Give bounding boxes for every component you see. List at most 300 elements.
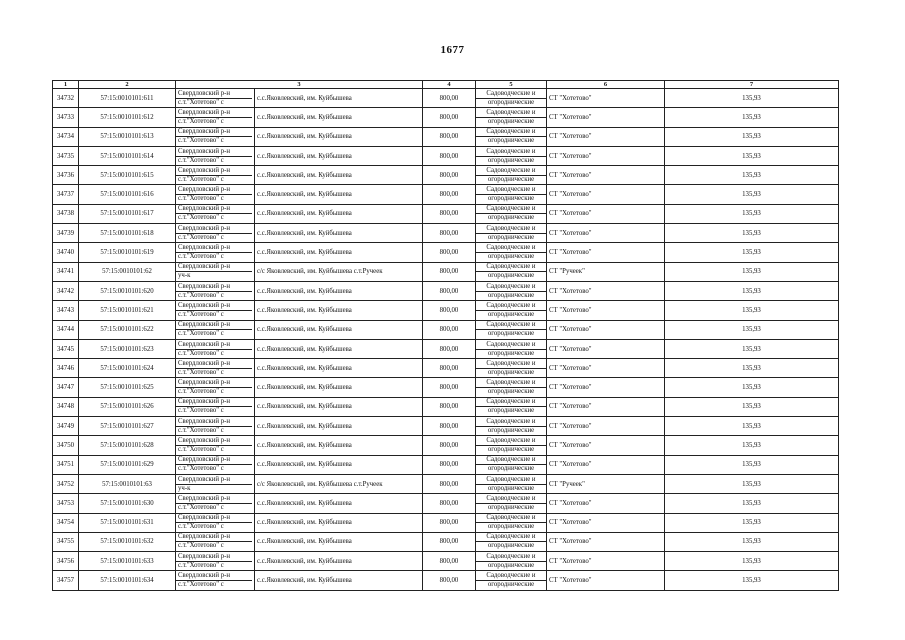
land-use-line-1: Садоводческие и [486,572,536,580]
table-row [53,146,839,165]
unit-price: 135,93 [665,320,839,339]
settlement-name: с.т."Хотетово" с [176,233,252,242]
district-cell [176,320,255,339]
plot-area: 800,00 [423,513,476,532]
district-cell [176,513,255,532]
table-row [53,89,839,108]
land-use-line-2: огороднические [476,561,546,570]
land-use-cell [476,166,547,185]
address: с.с.Яковлевский, им. Куйбышева [255,339,423,358]
land-use-line-2: огороднические [476,426,546,435]
district-name: Свердловский р-н [178,398,231,406]
row-number: 34757 [53,571,79,590]
cadastral-number: 57:15:0010101:628 [79,436,176,455]
district-cell [176,301,255,320]
land-use-line-1: Садоводческие и [486,244,536,252]
organization: СТ "Хотетово" [547,436,665,455]
row-number: 34748 [53,397,79,416]
land-use-cell [476,108,547,127]
land-use-line-1: Садоводческие и [486,321,536,329]
row-number: 34745 [53,339,79,358]
address: с.с.Яковлевский, им. Куйбышева [255,224,423,243]
row-number: 34741 [53,262,79,281]
plot-area: 800,00 [423,301,476,320]
unit-price: 135,93 [665,494,839,513]
address: с.с.Яковлевский, им. Куйбышева [255,281,423,300]
settlement-name: уч-к [176,271,252,280]
district-name: Свердловский р-н [178,533,231,541]
address: с.с.Яковлевский, им. Куйбышева [255,378,423,397]
address: с/с Яковлевский, им. Куйбышева с.т.Ручеек [255,474,423,493]
row-number: 34750 [53,436,79,455]
address: с.с.Яковлевский, им. Куйбышева [255,243,423,262]
unit-price: 135,93 [665,166,839,185]
plot-area: 800,00 [423,339,476,358]
district-name: Свердловский р-н [178,436,231,444]
district-cell [176,552,255,571]
land-use-cell [476,281,547,300]
land-use-line-2: огороднические [476,271,546,280]
unit-price: 135,93 [665,301,839,320]
col-header-3: 3 [176,81,423,89]
unit-price: 135,93 [665,262,839,281]
col-header-2: 2 [79,81,176,89]
land-use-line-1: Садоводческие и [486,128,536,136]
land-use-cell [476,359,547,378]
table-row [53,262,839,281]
table-row [53,127,839,146]
district-cell [176,397,255,416]
land-use-line-2: огороднические [476,310,546,319]
unit-price: 135,93 [665,146,839,165]
unit-price: 135,93 [665,204,839,223]
land-use-line-2: огороднические [476,194,546,203]
land-use-cell [476,417,547,436]
district-name: Свердловский р-н [178,224,231,232]
land-use-line-2: огороднические [476,233,546,242]
organization: СТ "Хотетово" [547,185,665,204]
land-use-line-1: Садоводческие и [486,205,536,213]
table-row [53,552,839,571]
settlement-name: с.т."Хотетово" с [176,368,252,377]
cadastral-number: 57:15:0010101:617 [79,204,176,223]
cadastral-number: 57:15:0010101:618 [79,224,176,243]
land-use-line-1: Садоводческие и [486,89,536,97]
row-number: 34740 [53,243,79,262]
unit-price: 135,93 [665,339,839,358]
land-use-line-1: Садоводческие и [486,282,536,290]
land-use-line-1: Садоводческие и [486,263,536,271]
table-row [53,108,839,127]
district-cell [176,339,255,358]
settlement-name: с.т."Хотетово" с [176,329,252,338]
organization: СТ "Хотетово" [547,281,665,300]
settlement-name: с.т."Хотетово" с [176,136,252,145]
district-cell [176,185,255,204]
unit-price: 135,93 [665,436,839,455]
land-use-line-2: огороднические [476,484,546,493]
plot-area: 800,00 [423,262,476,281]
settlement-name: с.т."Хотетово" с [176,252,252,261]
address: с.с.Яковлевский, им. Куйбышева [255,494,423,513]
district-name: Свердловский р-н [178,514,231,522]
unit-price: 135,93 [665,513,839,532]
plot-area: 800,00 [423,204,476,223]
cadastral-number: 57:15:0010101:627 [79,417,176,436]
table-row [53,513,839,532]
row-number: 34755 [53,532,79,551]
land-use-line-2: огороднические [476,291,546,300]
land-use-line-1: Садоводческие и [486,224,536,232]
land-use-line-2: огороднические [476,136,546,145]
address: с.с.Яковлевский, им. Куйбышева [255,513,423,532]
unit-price: 135,93 [665,224,839,243]
district-cell [176,108,255,127]
organization: СТ "Хотетово" [547,417,665,436]
cadastral-number: 57:15:0010101:613 [79,127,176,146]
unit-price: 135,93 [665,243,839,262]
land-use-cell [476,378,547,397]
land-use-line-2: огороднические [476,368,546,377]
organization: СТ "Ручеек" [547,262,665,281]
cadastral-number: 57:15:0010101:615 [79,166,176,185]
district-cell [176,436,255,455]
land-use-cell [476,474,547,493]
table-row [53,474,839,493]
land-use-cell [476,243,547,262]
district-name: Свердловский р-н [178,128,231,136]
address: с.с.Яковлевский, им. Куйбышева [255,301,423,320]
plot-area: 800,00 [423,146,476,165]
district-cell [176,262,255,281]
plot-area: 800,00 [423,474,476,493]
cadastral-number: 57:15:0010101:623 [79,339,176,358]
unit-price: 135,93 [665,89,839,108]
settlement-name: с.т."Хотетово" с [176,503,252,512]
cadastral-number: 57:15:0010101:620 [79,281,176,300]
row-number: 34753 [53,494,79,513]
row-number: 34734 [53,127,79,146]
col-header-7: 7 [665,81,839,89]
land-use-line-1: Садоводческие и [486,379,536,387]
table-row [53,436,839,455]
land-use-line-1: Садоводческие и [486,147,536,155]
district-cell [176,146,255,165]
land-use-cell [476,436,547,455]
cadastral-number: 57:15:0010101:62 [79,262,176,281]
organization: СТ "Хотетово" [547,552,665,571]
land-use-cell [476,127,547,146]
land-use-line-2: огороднические [476,117,546,126]
land-use-cell [476,532,547,551]
unit-price: 135,93 [665,127,839,146]
district-name: Свердловский р-н [178,166,231,174]
col-header-5: 5 [476,81,547,89]
district-cell [176,166,255,185]
organization: СТ "Хотетово" [547,301,665,320]
district-name: Свердловский р-н [178,147,231,155]
district-name: Свердловский р-н [178,205,231,213]
plot-area: 800,00 [423,166,476,185]
land-use-line-1: Садоводческие и [486,514,536,522]
land-use-cell [476,339,547,358]
table-row [53,185,839,204]
district-name: Свердловский р-н [178,359,231,367]
settlement-name: с.т."Хотетово" с [176,291,252,300]
table-row [53,397,839,416]
district-name: Свердловский р-н [178,321,231,329]
land-use-line-2: огороднические [476,387,546,396]
plot-area: 800,00 [423,359,476,378]
land-use-line-1: Садоводческие и [486,166,536,174]
address: с.с.Яковлевский, им. Куйбышева [255,166,423,185]
land-use-cell [476,204,547,223]
land-use-line-2: огороднические [476,522,546,531]
plot-area: 800,00 [423,436,476,455]
address: с.с.Яковлевский, им. Куйбышева [255,204,423,223]
organization: СТ "Хотетово" [547,397,665,416]
table-row [53,320,839,339]
land-use-cell [476,455,547,474]
page-number: 1677 [440,44,465,56]
district-name: Свердловский р-н [178,417,231,425]
land-use-line-1: Садоводческие и [486,552,536,560]
organization: СТ "Хотетово" [547,513,665,532]
organization: СТ "Хотетово" [547,204,665,223]
row-number: 34749 [53,417,79,436]
row-number: 34738 [53,204,79,223]
table-row [53,455,839,474]
land-use-line-1: Садоводческие и [486,417,536,425]
settlement-name: с.т."Хотетово" с [176,213,252,222]
land-use-line-2: огороднические [476,175,546,184]
land-use-line-2: огороднические [476,156,546,165]
table-row [53,532,839,551]
col-header-1: 1 [53,81,79,89]
table-row [53,417,839,436]
district-cell [176,532,255,551]
unit-price: 135,93 [665,397,839,416]
plot-area: 800,00 [423,571,476,590]
address: с.с.Яковлевский, им. Куйбышева [255,127,423,146]
address: с.с.Яковлевский, им. Куйбышева [255,359,423,378]
land-use-line-2: огороднические [476,541,546,550]
district-cell [176,281,255,300]
organization: СТ "Хотетово" [547,127,665,146]
cadastral-number: 57:15:0010101:625 [79,378,176,397]
district-cell [176,474,255,493]
unit-price: 135,93 [665,281,839,300]
table-row [53,224,839,243]
land-registry-table [52,80,839,591]
table-row [53,281,839,300]
district-name: Свердловский р-н [178,263,231,271]
unit-price: 135,93 [665,108,839,127]
plot-area: 800,00 [423,320,476,339]
land-use-line-1: Садоводческие и [486,359,536,367]
table-row [53,243,839,262]
settlement-name: с.т."Хотетово" с [176,156,252,165]
land-use-line-2: огороднические [476,213,546,222]
land-use-line-2: огороднические [476,329,546,338]
row-number: 34756 [53,552,79,571]
district-cell [176,243,255,262]
address: с.с.Яковлевский, им. Куйбышева [255,532,423,551]
land-use-line-2: огороднические [476,406,546,415]
plot-area: 800,00 [423,224,476,243]
land-use-cell [476,224,547,243]
district-name: Свердловский р-н [178,89,231,97]
district-name: Свердловский р-н [178,340,231,348]
district-cell [176,494,255,513]
land-use-cell [476,320,547,339]
unit-price: 135,93 [665,417,839,436]
settlement-name: с.т."Хотетово" с [176,406,252,415]
land-use-cell [476,185,547,204]
settlement-name: с.т."Хотетово" с [176,194,252,203]
organization: СТ "Хотетово" [547,166,665,185]
land-use-line-2: огороднические [476,252,546,261]
cadastral-number: 57:15:0010101:611 [79,89,176,108]
land-use-line-2: огороднические [476,349,546,358]
land-use-line-1: Садоводческие и [486,533,536,541]
plot-area: 800,00 [423,108,476,127]
cadastral-number: 57:15:0010101:622 [79,320,176,339]
cadastral-number: 57:15:0010101:619 [79,243,176,262]
row-number: 34735 [53,146,79,165]
district-cell [176,378,255,397]
cadastral-number: 57:15:0010101:631 [79,513,176,532]
unit-price: 135,93 [665,474,839,493]
row-number: 34746 [53,359,79,378]
row-number: 34743 [53,301,79,320]
organization: СТ "Хотетово" [547,146,665,165]
address: с.с.Яковлевский, им. Куйбышева [255,571,423,590]
row-number: 34733 [53,108,79,127]
plot-area: 800,00 [423,378,476,397]
district-name: Свердловский р-н [178,108,231,116]
cadastral-number: 57:15:0010101:634 [79,571,176,590]
land-use-line-1: Садоводческие и [486,398,536,406]
organization: СТ "Хотетово" [547,455,665,474]
unit-price: 135,93 [665,552,839,571]
land-use-cell [476,146,547,165]
settlement-name: с.т."Хотетово" с [176,426,252,435]
organization: СТ "Хотетово" [547,339,665,358]
plot-area: 800,00 [423,532,476,551]
settlement-name: с.т."Хотетово" с [176,117,252,126]
row-number: 34744 [53,320,79,339]
cadastral-number: 57:15:0010101:626 [79,397,176,416]
table-row [53,378,839,397]
land-use-line-1: Садоводческие и [486,494,536,502]
settlement-name: с.т."Хотетово" с [176,464,252,473]
address: с.с.Яковлевский, им. Куйбышева [255,552,423,571]
plot-area: 800,00 [423,89,476,108]
row-number: 34739 [53,224,79,243]
land-use-line-1: Садоводческие и [486,186,536,194]
plot-area: 800,00 [423,281,476,300]
row-number: 34747 [53,378,79,397]
unit-price: 135,93 [665,378,839,397]
organization: СТ "Хотетово" [547,494,665,513]
district-cell [176,417,255,436]
land-use-cell [476,571,547,590]
settlement-name: с.т."Хотетово" с [176,349,252,358]
plot-area: 800,00 [423,243,476,262]
organization: СТ "Хотетово" [547,89,665,108]
land-use-line-1: Садоводческие и [486,475,536,483]
plot-area: 800,00 [423,185,476,204]
district-name: Свердловский р-н [178,494,231,502]
cadastral-number: 57:15:0010101:621 [79,301,176,320]
land-use-line-1: Садоводческие и [486,108,536,116]
table-row [53,301,839,320]
col-header-6: 6 [547,81,665,89]
cadastral-number: 57:15:0010101:616 [79,185,176,204]
address: с.с.Яковлевский, им. Куйбышева [255,108,423,127]
land-use-cell [476,513,547,532]
unit-price: 135,93 [665,185,839,204]
row-number: 34737 [53,185,79,204]
col-header-4: 4 [423,81,476,89]
table-body [53,89,839,591]
table-row [53,166,839,185]
land-use-cell [476,552,547,571]
table-row [53,359,839,378]
table-row [53,204,839,223]
organization: СТ "Хотетово" [547,320,665,339]
district-cell [176,455,255,474]
unit-price: 135,93 [665,532,839,551]
land-use-line-2: огороднические [476,464,546,473]
plot-area: 800,00 [423,397,476,416]
address: с.с.Яковлевский, им. Куйбышева [255,89,423,108]
land-use-line-1: Садоводческие и [486,301,536,309]
settlement-name: с.т."Хотетово" с [176,541,252,550]
plot-area: 800,00 [423,417,476,436]
land-use-line-2: огороднические [476,98,546,107]
land-use-line-1: Садоводческие и [486,456,536,464]
cadastral-number: 57:15:0010101:632 [79,532,176,551]
settlement-name: с.т."Хотетово" с [176,98,252,107]
land-use-cell [476,301,547,320]
land-use-cell [476,89,547,108]
address: с.с.Яковлевский, им. Куйбышева [255,455,423,474]
district-cell [176,127,255,146]
land-use-cell [476,397,547,416]
district-name: Свердловский р-н [178,379,231,387]
unit-price: 135,93 [665,571,839,590]
organization: СТ "Хотетово" [547,571,665,590]
address: с.с.Яковлевский, им. Куйбышева [255,146,423,165]
unit-price: 135,93 [665,455,839,474]
cadastral-number: 57:15:0010101:633 [79,552,176,571]
district-cell [176,204,255,223]
district-name: Свердловский р-н [178,456,231,464]
district-name: Свердловский р-н [178,282,231,290]
row-number: 34751 [53,455,79,474]
organization: СТ "Хотетово" [547,532,665,551]
district-name: Свердловский р-н [178,244,231,252]
address: с.с.Яковлевский, им. Куйбышева [255,320,423,339]
settlement-name: с.т."Хотетово" с [176,522,252,531]
district-name: Свердловский р-н [178,572,231,580]
land-use-line-1: Садоводческие и [486,340,536,348]
district-cell [176,89,255,108]
cadastral-number: 57:15:0010101:624 [79,359,176,378]
district-name: Свердловский р-н [178,186,231,194]
